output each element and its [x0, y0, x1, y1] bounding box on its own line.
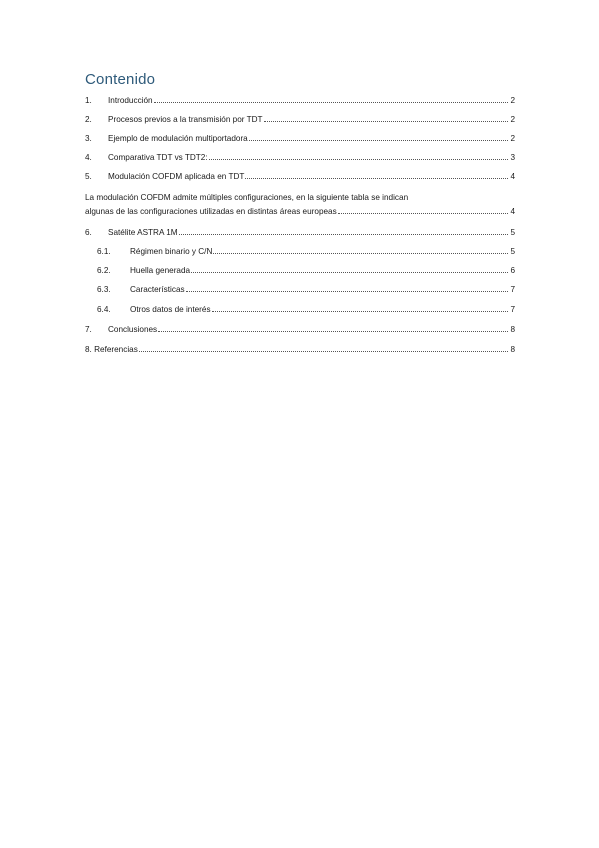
toc-number: 3. — [85, 134, 92, 143]
toc-number: 5. — [85, 172, 92, 181]
toc-page-number: 5 — [510, 247, 515, 256]
toc-subentry-caracteristicas[interactable] — [97, 284, 515, 295]
dot-leader — [245, 171, 508, 179]
toc-entry-paragraph-line1[interactable]: La modulación COFDM admite múltiples configuraciones, en la siguiente tabla se indican — [85, 193, 409, 202]
toc-number: 6.4. — [97, 305, 111, 314]
toc-page-number: 8 — [510, 345, 515, 354]
toc-entry-satelite[interactable] — [85, 227, 515, 238]
toc-entry-introduccion[interactable] — [85, 95, 515, 106]
toc-label: Procesos previos a la transmisión por TDT — [108, 115, 263, 124]
toc-page-number: 6 — [510, 266, 515, 275]
toc-label: Otros datos de interés — [130, 305, 211, 314]
toc-page-number: 2 — [510, 134, 515, 143]
toc-number: 7. — [85, 325, 92, 334]
toc-label: Modulación COFDM aplicada en TDT — [108, 172, 245, 181]
toc-entry-procesos[interactable] — [85, 114, 515, 125]
toc-number: 6.3. — [97, 285, 111, 294]
toc-subentry-regimen[interactable] — [97, 246, 515, 257]
dot-leader — [338, 206, 508, 214]
dot-leader — [186, 284, 508, 292]
toc-label: 8. Referencias — [85, 345, 138, 354]
toc-label: Régimen binario y C/N — [130, 247, 213, 256]
toc-entry-referencias[interactable] — [85, 344, 515, 355]
toc-entry-paragraph[interactable] — [85, 206, 515, 217]
dot-leader — [249, 133, 508, 141]
dot-leader — [139, 344, 508, 352]
dot-leader — [154, 95, 508, 103]
toc-number: 6. — [85, 228, 92, 237]
toc-number: 1. — [85, 96, 92, 105]
toc-entry-modulacion-cofdm[interactable] — [85, 171, 515, 182]
toc-label: Características — [130, 285, 185, 294]
page-title: Contenido — [85, 71, 156, 88]
toc-page-number: 7 — [510, 305, 515, 314]
toc-label: Ejemplo de modulación multiportadora — [108, 134, 248, 143]
dot-leader — [158, 324, 508, 332]
toc-page-number: 8 — [510, 325, 515, 334]
toc-label: Conclusiones — [108, 325, 158, 334]
toc-page-number: 2 — [510, 115, 515, 124]
toc-number: 4. — [85, 153, 92, 162]
toc-number: 6.1. — [97, 247, 111, 256]
toc-number: 2. — [85, 115, 92, 124]
dot-leader — [213, 246, 508, 254]
toc-label: Huella generada — [130, 266, 191, 275]
toc-label: Introducción — [108, 96, 153, 105]
toc-number: 6.2. — [97, 266, 111, 275]
toc-page-number: 4 — [510, 172, 515, 181]
dot-leader — [179, 227, 508, 235]
dot-leader — [264, 114, 508, 122]
toc-label: Satélite ASTRA 1M — [108, 228, 178, 237]
toc-entry-ejemplo[interactable] — [85, 133, 515, 144]
toc-entry-comparativa[interactable] — [85, 152, 515, 163]
toc-page-number: 7 — [510, 285, 515, 294]
toc-subentry-otros-datos[interactable] — [97, 304, 515, 315]
toc-page-number: 5 — [510, 228, 515, 237]
dot-leader — [191, 265, 508, 273]
toc-label: Comparativa TDT vs TDT2: — [108, 153, 208, 162]
toc-page-number: 4 — [510, 207, 515, 216]
toc-entry-conclusiones[interactable] — [85, 324, 515, 335]
dot-leader — [209, 152, 508, 160]
toc-label: algunas de las configuraciones utilizadas en distintas áreas europeas — [85, 207, 337, 216]
toc-page-number: 3 — [510, 153, 515, 162]
toc-subentry-huella[interactable] — [97, 265, 515, 276]
toc-page-number: 2 — [510, 96, 515, 105]
dot-leader — [212, 304, 508, 312]
